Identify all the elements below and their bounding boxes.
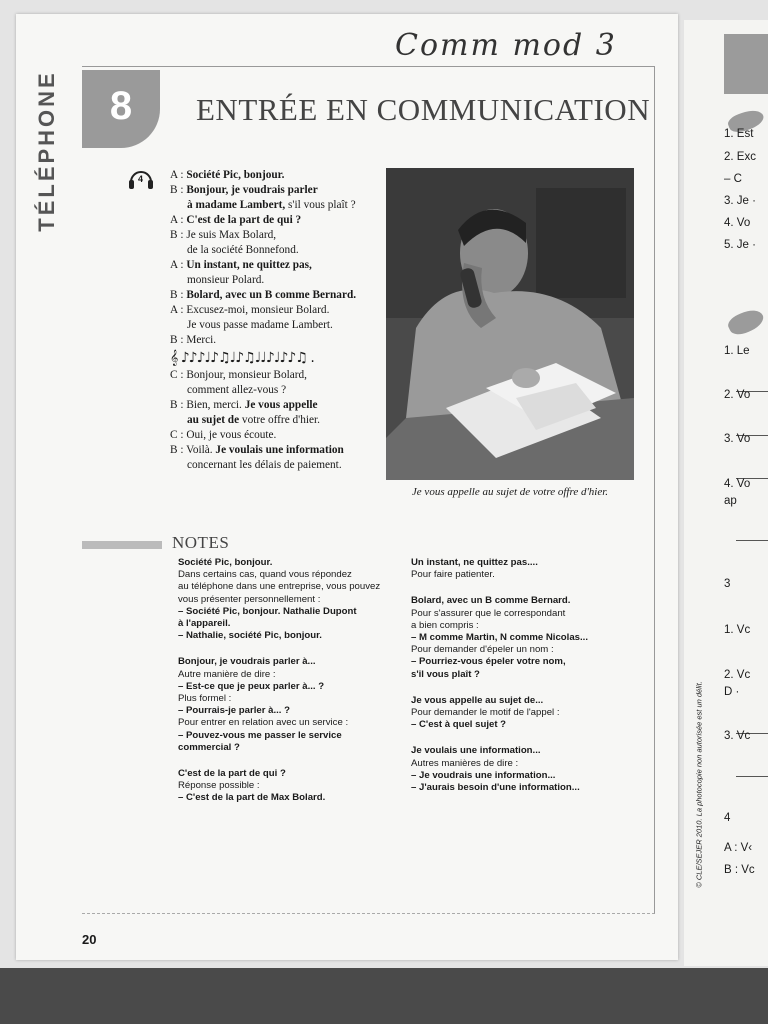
speaker-label: B : xyxy=(170,184,187,196)
note-line: Dans certains cas, quand vous répondez xyxy=(178,569,352,581)
right-page-item: 4 xyxy=(724,812,731,824)
dialogue-text: C'est de la part de qui ? xyxy=(186,214,302,226)
notes-title: NOTES xyxy=(172,533,230,552)
dialogue-line xyxy=(170,213,390,228)
dialogue-line xyxy=(170,383,390,398)
note-line: Réponse possible : xyxy=(178,780,260,792)
note-heading: Je vous appelle au sujet de... xyxy=(411,694,544,706)
right-page-item: 3. Je · xyxy=(724,195,756,207)
dialogue-text: Un instant, ne quittez pas, xyxy=(186,259,312,271)
right-page-item: 1. Vc xyxy=(724,624,751,636)
dialogue-text: de la société Bonnefond. xyxy=(187,244,299,256)
right-page-item: 3 xyxy=(724,578,731,590)
dialogue-text: Oui, je vous écoute. xyxy=(186,429,277,441)
note-line: Pour entrer en relation avec un service : xyxy=(178,717,349,729)
right-page-item: D · xyxy=(724,686,740,698)
right-page-item: 5. Je · xyxy=(724,239,756,251)
notes-right-column xyxy=(411,557,633,808)
note-line: Pour faire patienter. xyxy=(411,569,495,581)
note-block xyxy=(411,745,633,794)
right-page-item: 3. Vc xyxy=(724,730,751,742)
speaker-label: B : xyxy=(170,399,187,411)
right-page-item: B : Vc xyxy=(724,864,755,876)
note-line: Pour demander d'épeler un nom : xyxy=(411,644,554,656)
speaker-label: A : xyxy=(170,214,187,226)
speaker-label: A : xyxy=(170,259,187,271)
notes-bar xyxy=(82,541,162,549)
speaker-label: B : xyxy=(170,289,187,301)
dialogue-text: monsieur Polard. xyxy=(187,274,265,286)
dialogue-line xyxy=(170,443,390,458)
note-line: – Pourriez-vous épeler votre nom, xyxy=(411,656,566,668)
note-heading: Un instant, ne quittez pas.... xyxy=(411,557,538,568)
note-block xyxy=(178,768,400,805)
track-number: 4 xyxy=(138,174,144,184)
dialogue-line xyxy=(170,243,390,258)
photo-man-on-phone xyxy=(386,168,634,480)
note-block xyxy=(411,557,633,581)
note-heading: Société Pic, bonjour. xyxy=(178,557,273,568)
dialogue-text: 𝄞 ♪♪♪♩♪♫♩♪♫♩♩♪♩♪♪♫ . xyxy=(170,350,314,366)
dialogue-text: concernant les délais de paiement. xyxy=(187,459,342,471)
note-line: Pour demander le motif de l'appel : xyxy=(411,707,560,719)
note-line: – C'est à quel sujet ? xyxy=(411,719,507,731)
copyright-notice xyxy=(695,666,707,906)
note-line: – Société Pic, bonjour. Nathalie Dupont xyxy=(178,605,357,617)
note-block xyxy=(411,695,633,732)
right-page-item: 4. Vo xyxy=(724,217,751,229)
speaker-label: C : xyxy=(170,369,187,381)
dialogue-text: à madame Lambert, xyxy=(187,199,289,211)
speaker-label: C : xyxy=(170,429,187,441)
dialogue-text: Société Pic, bonjour. xyxy=(186,169,285,181)
note-line: – Je voudrais une information... xyxy=(411,769,556,781)
answer-line xyxy=(736,776,768,777)
dialogue-text: Bonjour, je voudrais parler xyxy=(186,184,318,196)
dialogue-line xyxy=(170,428,390,443)
dialogue-text: au sujet de xyxy=(187,414,242,426)
dialogue-line xyxy=(170,273,390,288)
note-line: – C'est de la part de Max Bolard. xyxy=(178,792,326,804)
note-line: a bien compris : xyxy=(411,619,479,631)
right-page-item: ap xyxy=(724,495,737,507)
scanner-edge xyxy=(0,968,768,1024)
page-title: ENTRÉE EN COMMUNICATION xyxy=(196,92,651,127)
note-line: Autres manières de dire : xyxy=(411,757,519,769)
right-page-item: – C xyxy=(724,173,742,185)
note-line: – Pourrais-je parler à... ? xyxy=(178,705,290,717)
right-page-item: A : V‹ xyxy=(724,842,753,854)
photo-caption: Je vous appelle au sujet de votre offre d'hier. xyxy=(411,486,609,498)
chapter-number-badge: 8 xyxy=(82,70,160,148)
dialogue-line xyxy=(170,258,390,273)
note-block xyxy=(411,595,633,680)
note-line: Plus formel : xyxy=(178,693,232,705)
note-line: – Pouvez-vous me passer le service xyxy=(178,729,342,741)
note-line: – Nathalie, société Pic, bonjour. xyxy=(178,630,322,642)
right-page-ink-mark xyxy=(725,305,766,338)
answer-line xyxy=(736,540,768,541)
dialogue-text: comment allez-vous ? xyxy=(187,384,287,396)
dialogue-line xyxy=(170,413,390,428)
headphones-icon xyxy=(128,168,154,190)
right-page-item: 2. Vc xyxy=(724,669,751,681)
dialogue-text: Bolard, avec un B comme Bernard. xyxy=(186,289,357,301)
right-page-item: 1. Le xyxy=(724,345,750,357)
dialogue-text: Je vous passe madame Lambert. xyxy=(187,319,333,331)
note-block xyxy=(178,656,400,754)
speaker-label: B : xyxy=(170,229,187,241)
note-line: s'il vous plaît ? xyxy=(411,668,480,680)
right-page-item: 2. Exc xyxy=(724,151,756,163)
page-number: 20 xyxy=(82,932,97,947)
right-page-item: 3. Vo xyxy=(724,433,751,445)
note-heading: Je voulais une information... xyxy=(411,745,541,757)
note-line: à l'appareil. xyxy=(178,618,231,630)
note-line: au téléphone dans une entreprise, vous pouvez xyxy=(178,581,381,593)
speaker-label: B : xyxy=(170,444,187,456)
dialogue-text: Bonjour, monsieur Bolard, xyxy=(186,369,307,381)
note-heading: Bolard, avec un B comme Bernard. xyxy=(411,595,571,607)
dialogue-line xyxy=(170,288,390,303)
dialogue-text: Je voulais une information xyxy=(215,444,344,456)
dialogue-text: Je vous appelle xyxy=(244,399,318,411)
notes-left-column xyxy=(178,557,400,819)
dialogue-line xyxy=(170,198,390,213)
note-line: – J'aurais besoin d'une information... xyxy=(411,782,580,794)
note-line: – Est-ce que je peux parler à... ? xyxy=(178,680,325,692)
note-heading: Bonjour, je voudrais parler à... xyxy=(178,656,316,668)
dialogue-text: Bien, merci. xyxy=(186,399,245,411)
dialogue-line xyxy=(170,228,390,243)
note-block xyxy=(178,557,400,642)
side-tab xyxy=(24,68,72,238)
handwritten-note: Comm mod 3 xyxy=(395,28,617,63)
note-line: commercial ? xyxy=(178,741,240,753)
dialogue xyxy=(170,168,390,473)
dialogue-text: Merci. xyxy=(186,334,217,346)
speaker-label: A : xyxy=(170,304,187,316)
speaker-label: A : xyxy=(170,169,187,181)
note-line: Autre manière de dire : xyxy=(178,668,276,680)
right-page-item: 4. Vo xyxy=(724,478,751,490)
dialogue-line xyxy=(170,183,390,198)
right-page-item: 2. Vo xyxy=(724,389,751,401)
dialogue-text: s'il vous plaît ? xyxy=(288,199,356,211)
note-line: Pour s'assurer que le correspondant xyxy=(411,607,566,619)
dialogue-line xyxy=(170,318,390,333)
dialogue-line xyxy=(170,458,390,473)
dialogue-text: Excusez-moi, monsieur Bolard. xyxy=(186,304,330,316)
dialogue-line xyxy=(170,398,390,413)
right-page-item: 1. Est xyxy=(724,128,754,140)
note-line: – M comme Martin, N comme Nicolas... xyxy=(411,632,589,644)
note-heading: C'est de la part de qui ? xyxy=(178,768,286,780)
dialogue-line xyxy=(170,303,390,318)
dialogue-text: Je suis Max Bolard, xyxy=(186,229,277,241)
note-line: vous présenter personnellement : xyxy=(178,593,321,605)
dialogue-line xyxy=(170,333,390,348)
dialogue-text: Voilà. xyxy=(186,444,216,456)
right-page-header-bar xyxy=(724,34,768,94)
music-notes xyxy=(170,348,390,368)
side-tab-label: TÉLÉPHONE xyxy=(34,70,59,232)
dialogue-text: votre offre d'hier. xyxy=(241,414,320,426)
speaker-label: B : xyxy=(170,334,187,346)
dialogue-line xyxy=(170,368,390,383)
copyright-text: © CLE/SEJER 2010. La photocopie non autorisée est un délit. xyxy=(694,681,704,888)
dialogue-line xyxy=(170,168,390,183)
